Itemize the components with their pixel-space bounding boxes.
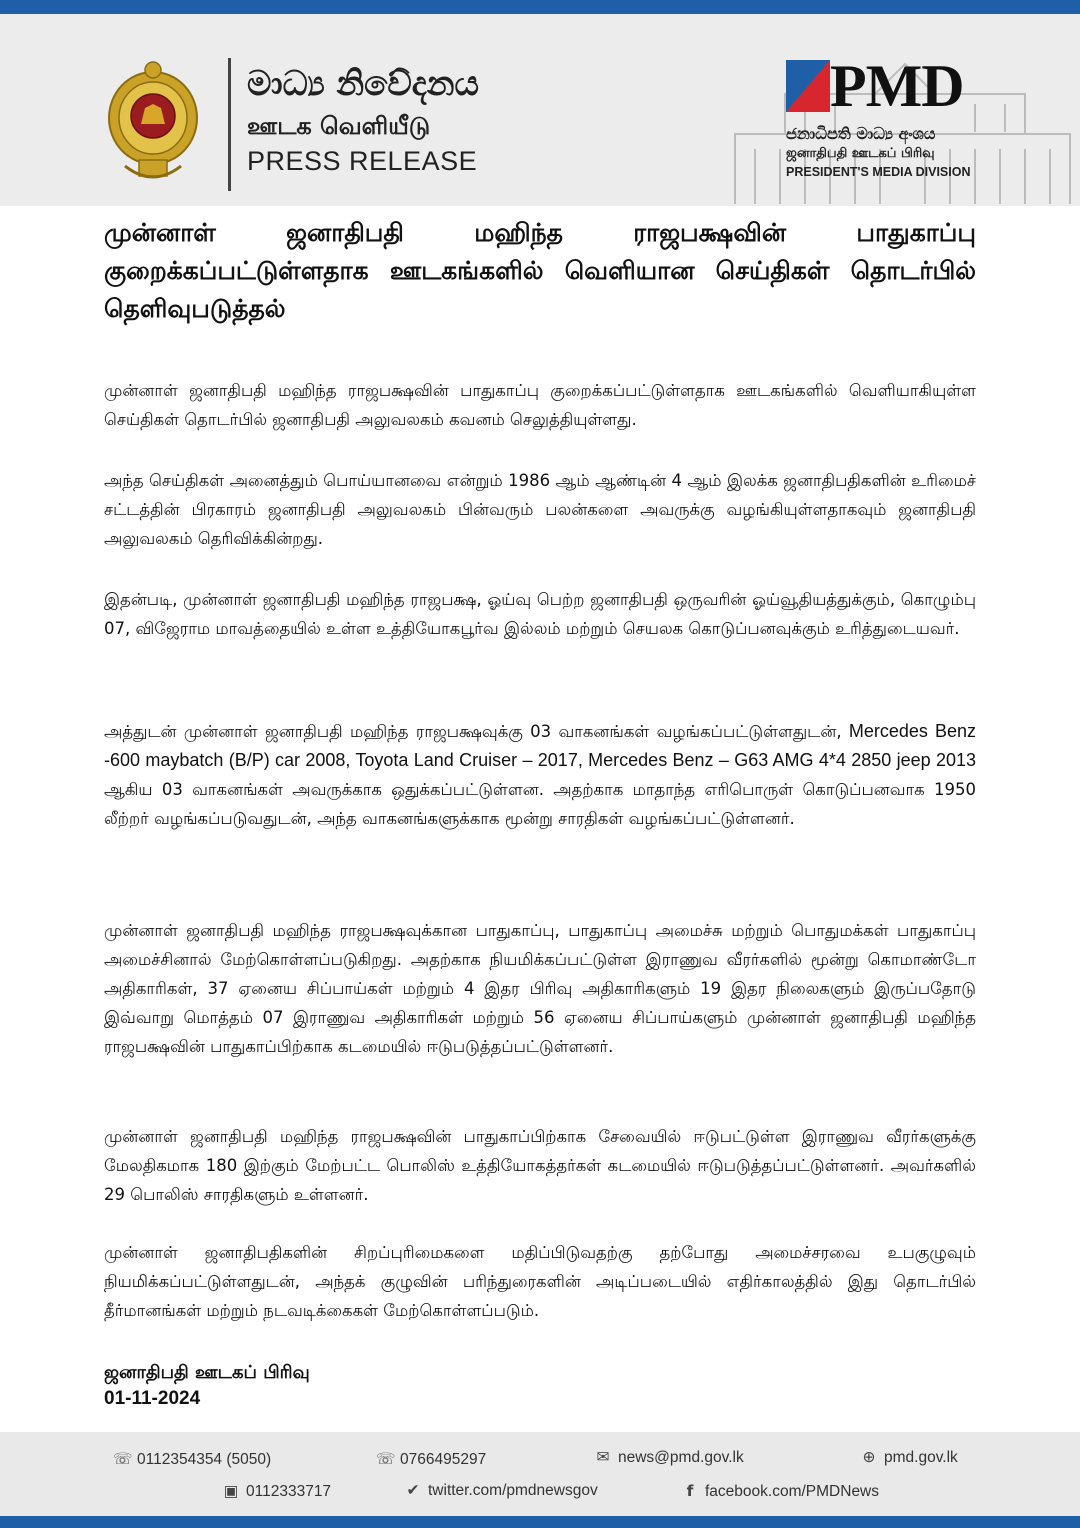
footer-facebook-text: facebook.com/PMDNews [705, 1483, 880, 1500]
twitter-icon: ✔ [406, 1481, 420, 1499]
footer-mobile-text: 0766495297 [400, 1451, 487, 1468]
org-name-sinhala: ජනාධිපති මාධ්‍ය අංශය [786, 124, 936, 143]
footer-phone[interactable] [113, 1450, 271, 1469]
phone-icon: ☏ [376, 1450, 396, 1468]
pmd-logo-text: PMD [830, 53, 964, 119]
phone-icon: ☏ [113, 1450, 133, 1468]
footer-fax-text: 0112333717 [246, 1483, 332, 1500]
paragraph-4 [104, 717, 976, 833]
press-release-english: PRESS RELEASE [247, 146, 478, 176]
globe-icon: ⊕ [862, 1448, 876, 1466]
footer-twitter-text: twitter.com/pmdnewsgov [428, 1482, 598, 1499]
press-release-tamil: ஊடக வெளியீடு [247, 112, 431, 140]
org-name-english: PRESIDENT'S MEDIA DIVISION [786, 165, 971, 179]
org-name-tamil: ஜனாதிபதி ஊடகப் பிரிவு [786, 146, 935, 161]
footer-twitter[interactable] [404, 1481, 598, 1500]
pmd-logo-icon [786, 60, 830, 112]
paragraph-3: இதன்படி, முன்னாள் ஜனாதிபதி மஹிந்த ராஜபக்ஷ, ஓய்வு பெற்ற ஜனாதிபதி ஒருவரின் ஓய்வூதியத்துக்கும், கொழும்பு 07, விஜேராம மாவத்தையில் உள்ள உத்தியோகபூர்வ இல்லம் மற்றும் செயலக கொடுப்பனவுக்கும் உரித்துடையவர். [104, 590, 976, 638]
paragraph-5: முன்னாள் ஜனாதிபதி மஹிந்த ராஜபக்ஷவுக்கான பாதுகாப்பு, பாதுகாப்பு அமைச்சு மற்றும் பொதுமக்கள் பாதுகாப்பு அமைச்சினால் மேற்கொள்ளப்படுகிறது. அதற்காக நியமிக்கப்பட்டுள்ள இராணுவ வீரர்களில் மூன்று கொமாண்டோ அதிகாரிகள், 37 ஏனைய சிப்பாய்கள் மற்றும் 4 இதர பிரிவு அதிகாரிகளும் 19 இதர நிலைகளும் இருப்பதோடு இவ்வாறு மொத்தம் 07 இராணுவ அதிகாரிகள் மற்றும் 56 ஏனைய சிப்பாய்களும் முன்னாள் ஜனாதிபதி மஹிந்த ராஜபக்ஷவின் பாதுகாப்பிற்காக கடமையில் ஈடுபடுத்தப்பட்டுள்ளனர். [104, 921, 976, 1056]
footer-mobile[interactable] [376, 1450, 486, 1469]
paragraph-4-rest: ஆகிய 03 வாகனங்கள் அவருக்காக ஒதுக்கப்பட்டுள்ளன. அதற்காக மாதாந்த எரிபொருள் கொடுப்பனவாக 1950 லீற்றர் வழங்கப்படுவதுடன், அந்த வாகனங்களுக்காக மூன்று சாரதிகள் வழங்கப்பட்டுள்ளனர். [104, 780, 976, 828]
paragraph-2: அந்த செய்திகள் அனைத்தும் பொய்யானவை என்றும் 1986 ஆம் ஆண்டின் 4 ஆம் இலக்க ஜனாதிபதிகளின் உரிமைச் சட்டத்தின் பிரகாரம் ஜனாதிபதி அலுவலகம் பின்வரும் பலன்களை அவருக்கு வழங்கியுள்ளதாகவும் ஜனாதிபதி அலுவலகம் தெரிவிக்கின்றது. [104, 471, 976, 548]
footer-email[interactable] [594, 1448, 744, 1467]
paragraph-4-intro: அத்துடன் முன்னாள் ஜனாதிபதி மஹிந்த ராஜபக்ஷவுக்கு 03 வாகனங்கள் வழங்கப்பட்டுள்ளதுடன், [104, 722, 849, 741]
press-release-sinhala: මාධ්‍ය නිවේදනය [247, 64, 479, 104]
letterhead [0, 14, 1080, 206]
top-accent-bar [0, 0, 1080, 14]
fax-icon: ▣ [223, 1482, 239, 1500]
footer-facebook[interactable] [681, 1482, 879, 1501]
footer-fax[interactable] [222, 1482, 331, 1501]
paragraph-1: முன்னாள் ஜனாதிபதி மஹிந்த ராஜபக்ஷவின் பாதுகாப்பு குறைக்கப்பட்டுள்ளதாக ஊடகங்களில் வெளியாகியுள்ள செய்திகள் தொடர்பில் ஜனாதிபதி அலுவலகம் கவனம் செலுத்தியுள்ளது. [104, 381, 976, 429]
footer-email-text: news@pmd.gov.lk [618, 1449, 744, 1466]
sri-lanka-emblem-icon [105, 56, 201, 188]
signature: ஜனாதிபதி ஊடகப் பிரிவு [104, 1362, 310, 1383]
release-date: 01-11-2024 [104, 1388, 201, 1409]
article-title: முன்னாள் ஜனாதிபதி மஹிந்த ராஜபக்ஷவின் பாதுகாப்பு குறைக்கப்பட்டுள்ளதாக ஊடகங்களில் வெளியான செய்திகள் தொடர்பில் தெளிவுபடுத்தல் [104, 218, 976, 323]
paragraph-6: முன்னாள் ஜனாதிபதி மஹிந்த ராஜபக்ஷவின் பாதுகாப்பிற்காக சேவையில் ஈடுபட்டுள்ள இராணுவ வீரர்களுக்கு மேலதிகமாக 180 இற்கும் மேற்பட்ட பொலிஸ் உத்தியோகத்தர்கள் கடமையில் ஈடுபடுத்தப்பட்டுள்ளனர். அவர்களில் 29 பொலிஸ் சாரதிகளும் உள்ளனர். [104, 1127, 976, 1204]
facebook-icon: f [686, 1482, 694, 1500]
footer-contacts [0, 1432, 1080, 1516]
footer-phone-text: 0112354354 (5050) [137, 1451, 272, 1468]
header-divider [228, 58, 231, 191]
footer-website-text: pmd.gov.lk [884, 1449, 958, 1466]
footer-website[interactable] [860, 1448, 958, 1467]
bottom-accent-bar [0, 1516, 1080, 1528]
paragraph-7: முன்னாள் ஜனாதிபதிகளின் சிறப்புரிமைகளை மதிப்பிடுவதற்கு தற்போது அமைச்சரவை உபகுழுவும் நியமிக்கப்பட்டுள்ளதுடன், அந்தக் குழுவின் பரிந்துரைகளின் அடிப்படையில் எதிர்காலத்தில் இது தொடர்பில் தீர்மானங்கள் மற்றும் நடவடிக்கைகள் மேற்கொள்ளப்படும். [104, 1243, 976, 1320]
email-icon: ✉ [596, 1448, 610, 1466]
vehicle-list: Mercedes Benz -600 maybatch (B/P) car 2008, Toyota Land Cruiser – 2017, Mercedes Benz – G63 AMG 4*4 2850 jeep 2013 [104, 721, 976, 770]
